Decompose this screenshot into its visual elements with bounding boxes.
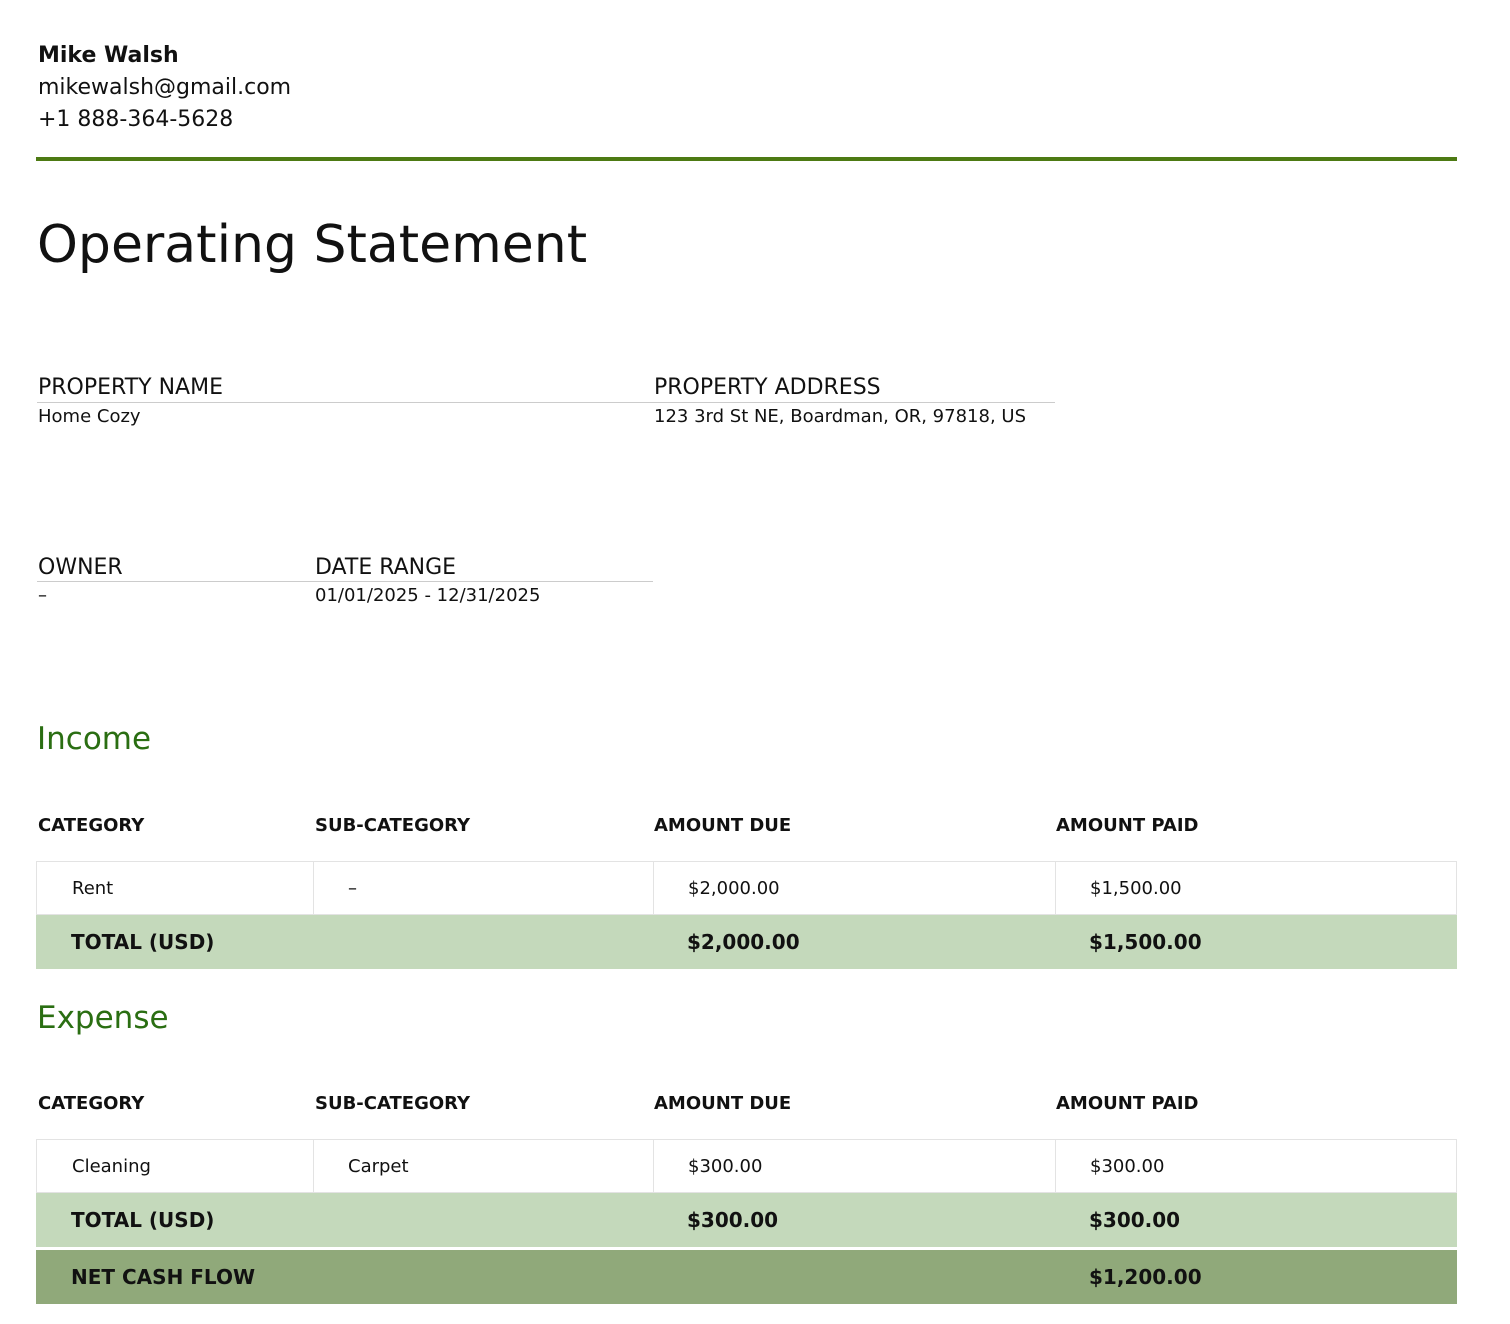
expense-total-row xyxy=(36,1193,1457,1247)
net-cash-flow-amount: $1,200.00 xyxy=(1089,1265,1202,1289)
cell-divider xyxy=(313,862,314,914)
property-address-rule xyxy=(654,402,1055,403)
sender-email: mikewalsh@gmail.com xyxy=(38,75,292,100)
income-row-amount-due: $2,000.00 xyxy=(688,878,780,899)
net-cash-flow-label: NET CASH FLOW xyxy=(71,1265,256,1289)
expense-row-amount-due: $300.00 xyxy=(688,1156,763,1177)
sender-name: Mike Walsh xyxy=(38,43,179,68)
income-col-amount-due: AMOUNT DUE xyxy=(654,815,792,836)
page-title: Operating Statement xyxy=(37,215,588,275)
date-range-rule xyxy=(315,581,653,582)
income-col-amount-paid: AMOUNT PAID xyxy=(1056,815,1199,836)
expense-col-amount-paid: AMOUNT PAID xyxy=(1056,1093,1199,1114)
income-section-title: Income xyxy=(37,721,152,757)
cell-divider xyxy=(1055,862,1056,914)
date-range-value: 01/01/2025 - 12/31/2025 xyxy=(315,585,541,606)
owner-rule xyxy=(37,581,315,582)
income-table-row xyxy=(36,861,1457,915)
cell-divider xyxy=(1055,1140,1056,1192)
cell-divider xyxy=(653,1140,654,1192)
property-name-value: Home Cozy xyxy=(38,406,141,427)
net-cash-flow-row xyxy=(36,1250,1457,1304)
expense-row-category: Cleaning xyxy=(72,1156,151,1177)
expense-row-amount-paid: $300.00 xyxy=(1090,1156,1165,1177)
property-address-value: 123 3rd St NE, Boardman, OR, 97818, US xyxy=(654,406,1026,427)
expense-table-row xyxy=(36,1139,1457,1193)
income-col-subcategory: SUB-CATEGORY xyxy=(315,815,471,836)
income-total-amount-paid: $1,500.00 xyxy=(1089,930,1202,954)
expense-col-category: CATEGORY xyxy=(38,1093,145,1114)
expense-total-amount-due: $300.00 xyxy=(687,1208,779,1232)
expense-total-label: TOTAL (USD) xyxy=(71,1208,215,1232)
cell-divider xyxy=(313,1140,314,1192)
property-address-label: PROPERTY ADDRESS xyxy=(654,375,881,400)
income-total-row xyxy=(36,915,1457,969)
income-row-amount-paid: $1,500.00 xyxy=(1090,878,1182,899)
owner-label: OWNER xyxy=(38,555,123,580)
property-name-label: PROPERTY NAME xyxy=(38,375,223,400)
income-total-label: TOTAL (USD) xyxy=(71,930,215,954)
income-row-subcategory: – xyxy=(348,878,357,899)
cell-divider xyxy=(653,862,654,914)
expense-total-amount-paid: $300.00 xyxy=(1089,1208,1181,1232)
income-col-category: CATEGORY xyxy=(38,815,145,836)
income-total-amount-due: $2,000.00 xyxy=(687,930,800,954)
expense-col-subcategory: SUB-CATEGORY xyxy=(315,1093,471,1114)
date-range-label: DATE RANGE xyxy=(315,555,457,580)
expense-section-title: Expense xyxy=(37,1000,169,1036)
property-name-rule xyxy=(37,402,654,403)
header-divider xyxy=(36,157,1457,161)
owner-value: – xyxy=(38,585,47,606)
income-row-category: Rent xyxy=(72,878,114,899)
sender-phone: +1 888-364-5628 xyxy=(38,107,234,132)
expense-col-amount-due: AMOUNT DUE xyxy=(654,1093,792,1114)
expense-row-subcategory: Carpet xyxy=(348,1156,409,1177)
